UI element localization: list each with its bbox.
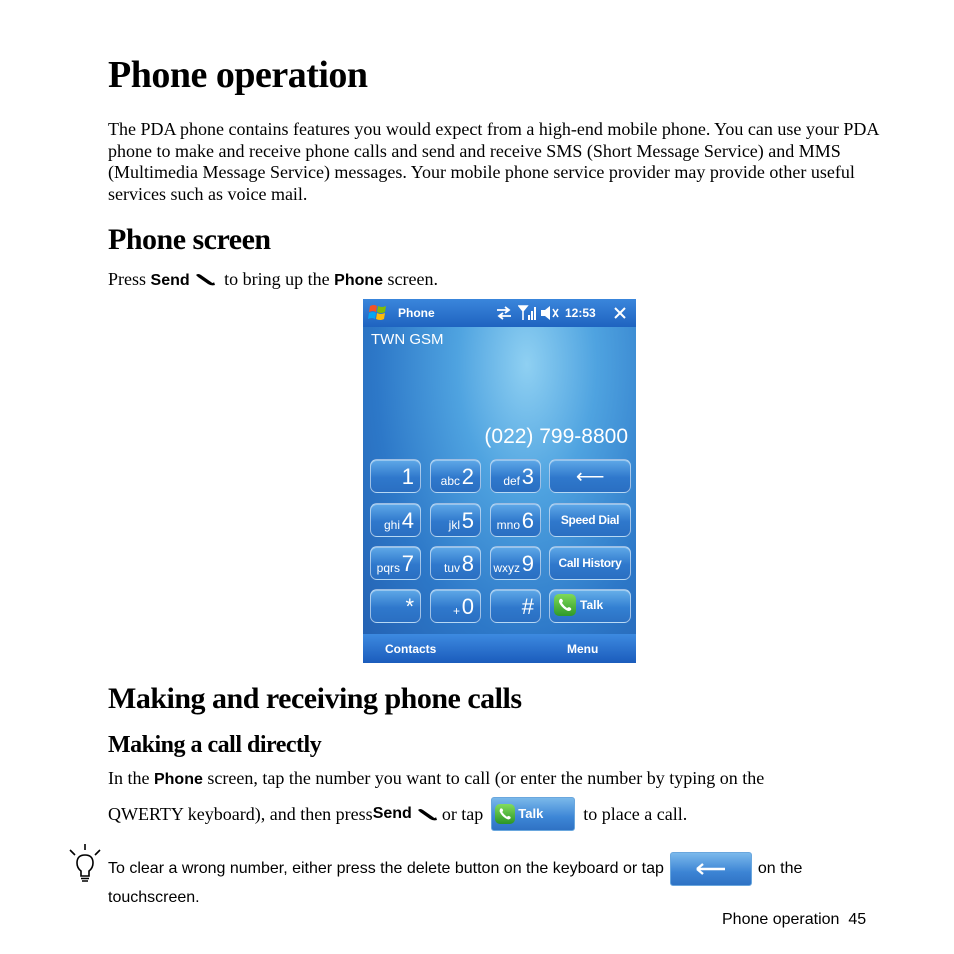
key-digit: 2	[461, 464, 474, 489]
key-digit: 9	[521, 551, 534, 576]
key-letters: tuv	[443, 561, 460, 575]
page-title: Phone operation	[108, 54, 368, 96]
keypad-key[interactable]	[370, 589, 421, 623]
p1-pre: In the	[108, 768, 154, 788]
send-phone-icon	[416, 807, 438, 821]
send-key-label: Send	[372, 805, 412, 822]
key-digit: *	[405, 594, 414, 619]
key-digit: 8	[461, 551, 474, 576]
key-letters: jkl	[448, 518, 460, 532]
tip-note	[108, 852, 898, 910]
keypad-key[interactable]	[430, 503, 481, 537]
app-title: Phone	[398, 306, 435, 320]
press-send-instruction	[108, 268, 438, 292]
p2-post: to place a call.	[583, 804, 688, 824]
speed-dial-label: Speed Dial	[560, 513, 620, 527]
keypad-key[interactable]	[430, 589, 481, 623]
section-heading-making-calls: Making and receiving phone calls	[108, 682, 522, 715]
lightbulb-tip-icon	[68, 844, 102, 882]
keypad-key[interactable]	[430, 459, 481, 493]
key-letters: mno	[496, 518, 520, 532]
talk-label: Talk	[580, 598, 604, 612]
key-digit: 7	[401, 551, 414, 576]
backspace-arrow-icon	[671, 853, 751, 885]
key-digit: 3	[521, 464, 534, 489]
connectivity-icon	[495, 306, 513, 320]
key-letters: ghi	[383, 518, 400, 532]
key-letters: abc	[440, 474, 460, 488]
tip-text-pre: To clear a wrong number, either press the delete button on the keyboard or tap	[108, 860, 664, 878]
talk-button-image	[491, 797, 575, 831]
section-heading-phone-screen: Phone screen	[108, 223, 271, 256]
green-phone-icon	[554, 594, 576, 616]
phone-label: Phone	[153, 771, 203, 788]
key-digit: 0	[461, 594, 474, 619]
talk-label: Talk	[518, 806, 544, 821]
backspace-button[interactable]	[549, 459, 631, 493]
key-digit: 6	[521, 508, 534, 533]
key-digit: 5	[461, 508, 474, 533]
contacts-soft-key[interactable]: Contacts	[385, 642, 437, 656]
send-key-label: Send	[150, 272, 190, 289]
footer-section-name: Phone operation	[722, 911, 840, 928]
call-history-button[interactable]	[549, 546, 631, 580]
title-bar	[363, 299, 636, 327]
close-icon[interactable]	[613, 306, 627, 320]
send-phone-icon	[194, 272, 216, 286]
keypad-key[interactable]	[490, 546, 541, 580]
clock: 12:53	[565, 306, 596, 320]
key-digit: 1	[401, 464, 414, 489]
key-letters: pqrs	[376, 561, 400, 575]
making-call-line-2	[108, 797, 687, 831]
press-mid-text: to bring up the	[219, 269, 335, 289]
p2-pre: QWERTY keyboard), and then press	[108, 804, 373, 824]
key-digit: #	[521, 594, 534, 619]
tip-text-post: on the touchscreen.	[108, 860, 803, 906]
backspace-arrow-icon: ⟵	[575, 465, 605, 488]
keypad-key[interactable]	[490, 589, 541, 623]
volume-icon	[540, 305, 560, 321]
key-letters: def	[503, 474, 520, 488]
keypad-key[interactable]	[370, 503, 421, 537]
keypad-key[interactable]	[370, 459, 421, 493]
menu-soft-key[interactable]: Menu	[567, 642, 599, 656]
keypad-key[interactable]	[490, 503, 541, 537]
making-call-line-1	[108, 767, 764, 791]
key-digit: 4	[401, 508, 414, 533]
signal-icon	[518, 305, 536, 321]
p2-mid: or tap	[441, 804, 484, 824]
page-number: 45	[848, 911, 867, 928]
phone-label: Phone	[334, 272, 384, 289]
backspace-button-image	[670, 852, 752, 886]
key-letters: wxyz	[493, 561, 520, 575]
call-history-label: Call History	[558, 556, 622, 570]
phone-screen-screenshot	[363, 299, 636, 663]
keypad-key[interactable]	[490, 459, 541, 493]
soft-key-bar	[363, 634, 636, 663]
subheading-making-call-directly: Making a call directly	[108, 732, 322, 758]
keypad-key[interactable]	[370, 546, 421, 580]
keypad-key[interactable]	[430, 546, 481, 580]
press-post-text: screen.	[383, 269, 438, 289]
windows-start-icon[interactable]	[367, 303, 389, 323]
speed-dial-button[interactable]	[549, 503, 631, 537]
talk-button[interactable]	[549, 589, 631, 623]
green-phone-icon	[495, 804, 515, 824]
press-text: Press	[108, 269, 151, 289]
key-letters: +	[452, 604, 460, 618]
intro-paragraph: The PDA phone contains features you would expect from a high-end mobile phone. You can use your PDA phone to make and receive phone calls and send and receive SMS (Short Message Service) and MMS (Multimedia Message Service) messages. Your mobile phone service provider may provide other useful services such as voice mail.	[108, 119, 879, 204]
p1-post: screen, tap the number you want to call (or enter the number by typing on the	[202, 768, 765, 788]
page-footer	[722, 910, 866, 930]
operator-name: TWN GSM	[371, 331, 444, 348]
dialed-number: (022) 799-8800	[484, 425, 628, 448]
